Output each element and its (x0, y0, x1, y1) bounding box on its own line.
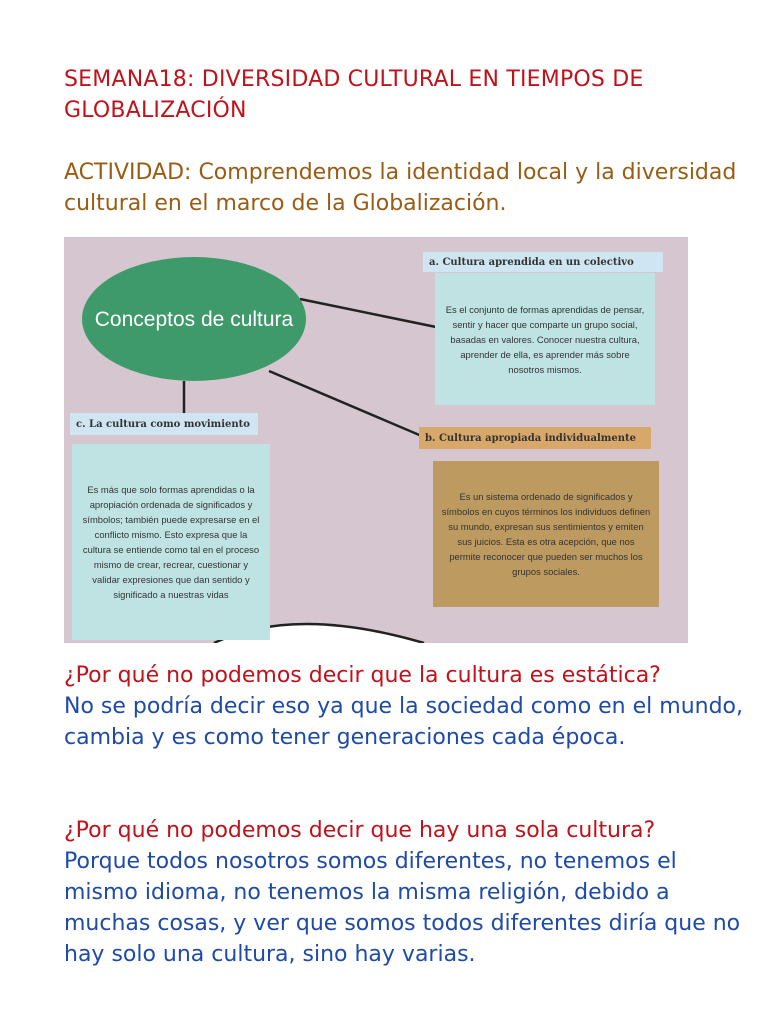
concept-a-header: a. Cultura aprendida en un colectivo (423, 252, 663, 272)
answer-2: Porque todos nosotros somos diferentes, no tenemos el mismo idioma, no tenemos la misma religión, debido a muchas cosas, y ver que somos todos diferentes diría que no hay solo una cultura, sino hay varias. (64, 849, 741, 967)
concept-c-header: c. La cultura como movimiento (70, 413, 258, 435)
question-1: ¿Por qué no podemos decir que la cultura es estática? (64, 663, 661, 688)
page-title: SEMANA18: DIVERSIDAD CULTURAL EN TIEMPOS DE GLOBALIZACIÓN (64, 67, 644, 123)
concept-a-text: Es el conjunto de formas aprendidas de pensar, sentir y hacer que comparte un grupo social, basadas en valores. Conocer nuestra cultura, aprender de ella, es aprender más sobre nosotros mismos. (435, 273, 655, 405)
concept-b-text: Es un sistema ordenado de significados y símbolos en cuyos términos los individuos definen su mundo, expresan sus sentimientos y emiten sus juicios. Esta es otra acepción, que nos permite reconocer que pueden ser muchos los grupos sociales. (433, 461, 659, 607)
answer-1: No se podría decir eso ya que la sociedad como en el mundo, cambia y es como tener generaciones cada época. (64, 694, 743, 750)
culture-concepts-diagram (64, 237, 688, 643)
concept-c-text: Es más que solo formas aprendidas o la apropiación ordenada de significados y símbolos; también puede expresarse en el conflicto mismo. Esto expresa que la cultura se entiende como tal en el proceso mismo de crear, recrear, cuestionar y validar expresiones que dan sentido y significado a nuestras vidas (72, 444, 270, 640)
center-concept-bubble: Conceptos de cultura (82, 257, 306, 381)
question-2: ¿Por qué no podemos decir que hay una sola cultura? (64, 818, 656, 843)
activity-heading: ACTIVIDAD: Comprendemos la identidad local y la diversidad cultural en el marco de la Globalización. (64, 160, 737, 216)
concept-b-header: b. Cultura apropiada individualmente (419, 427, 651, 449)
